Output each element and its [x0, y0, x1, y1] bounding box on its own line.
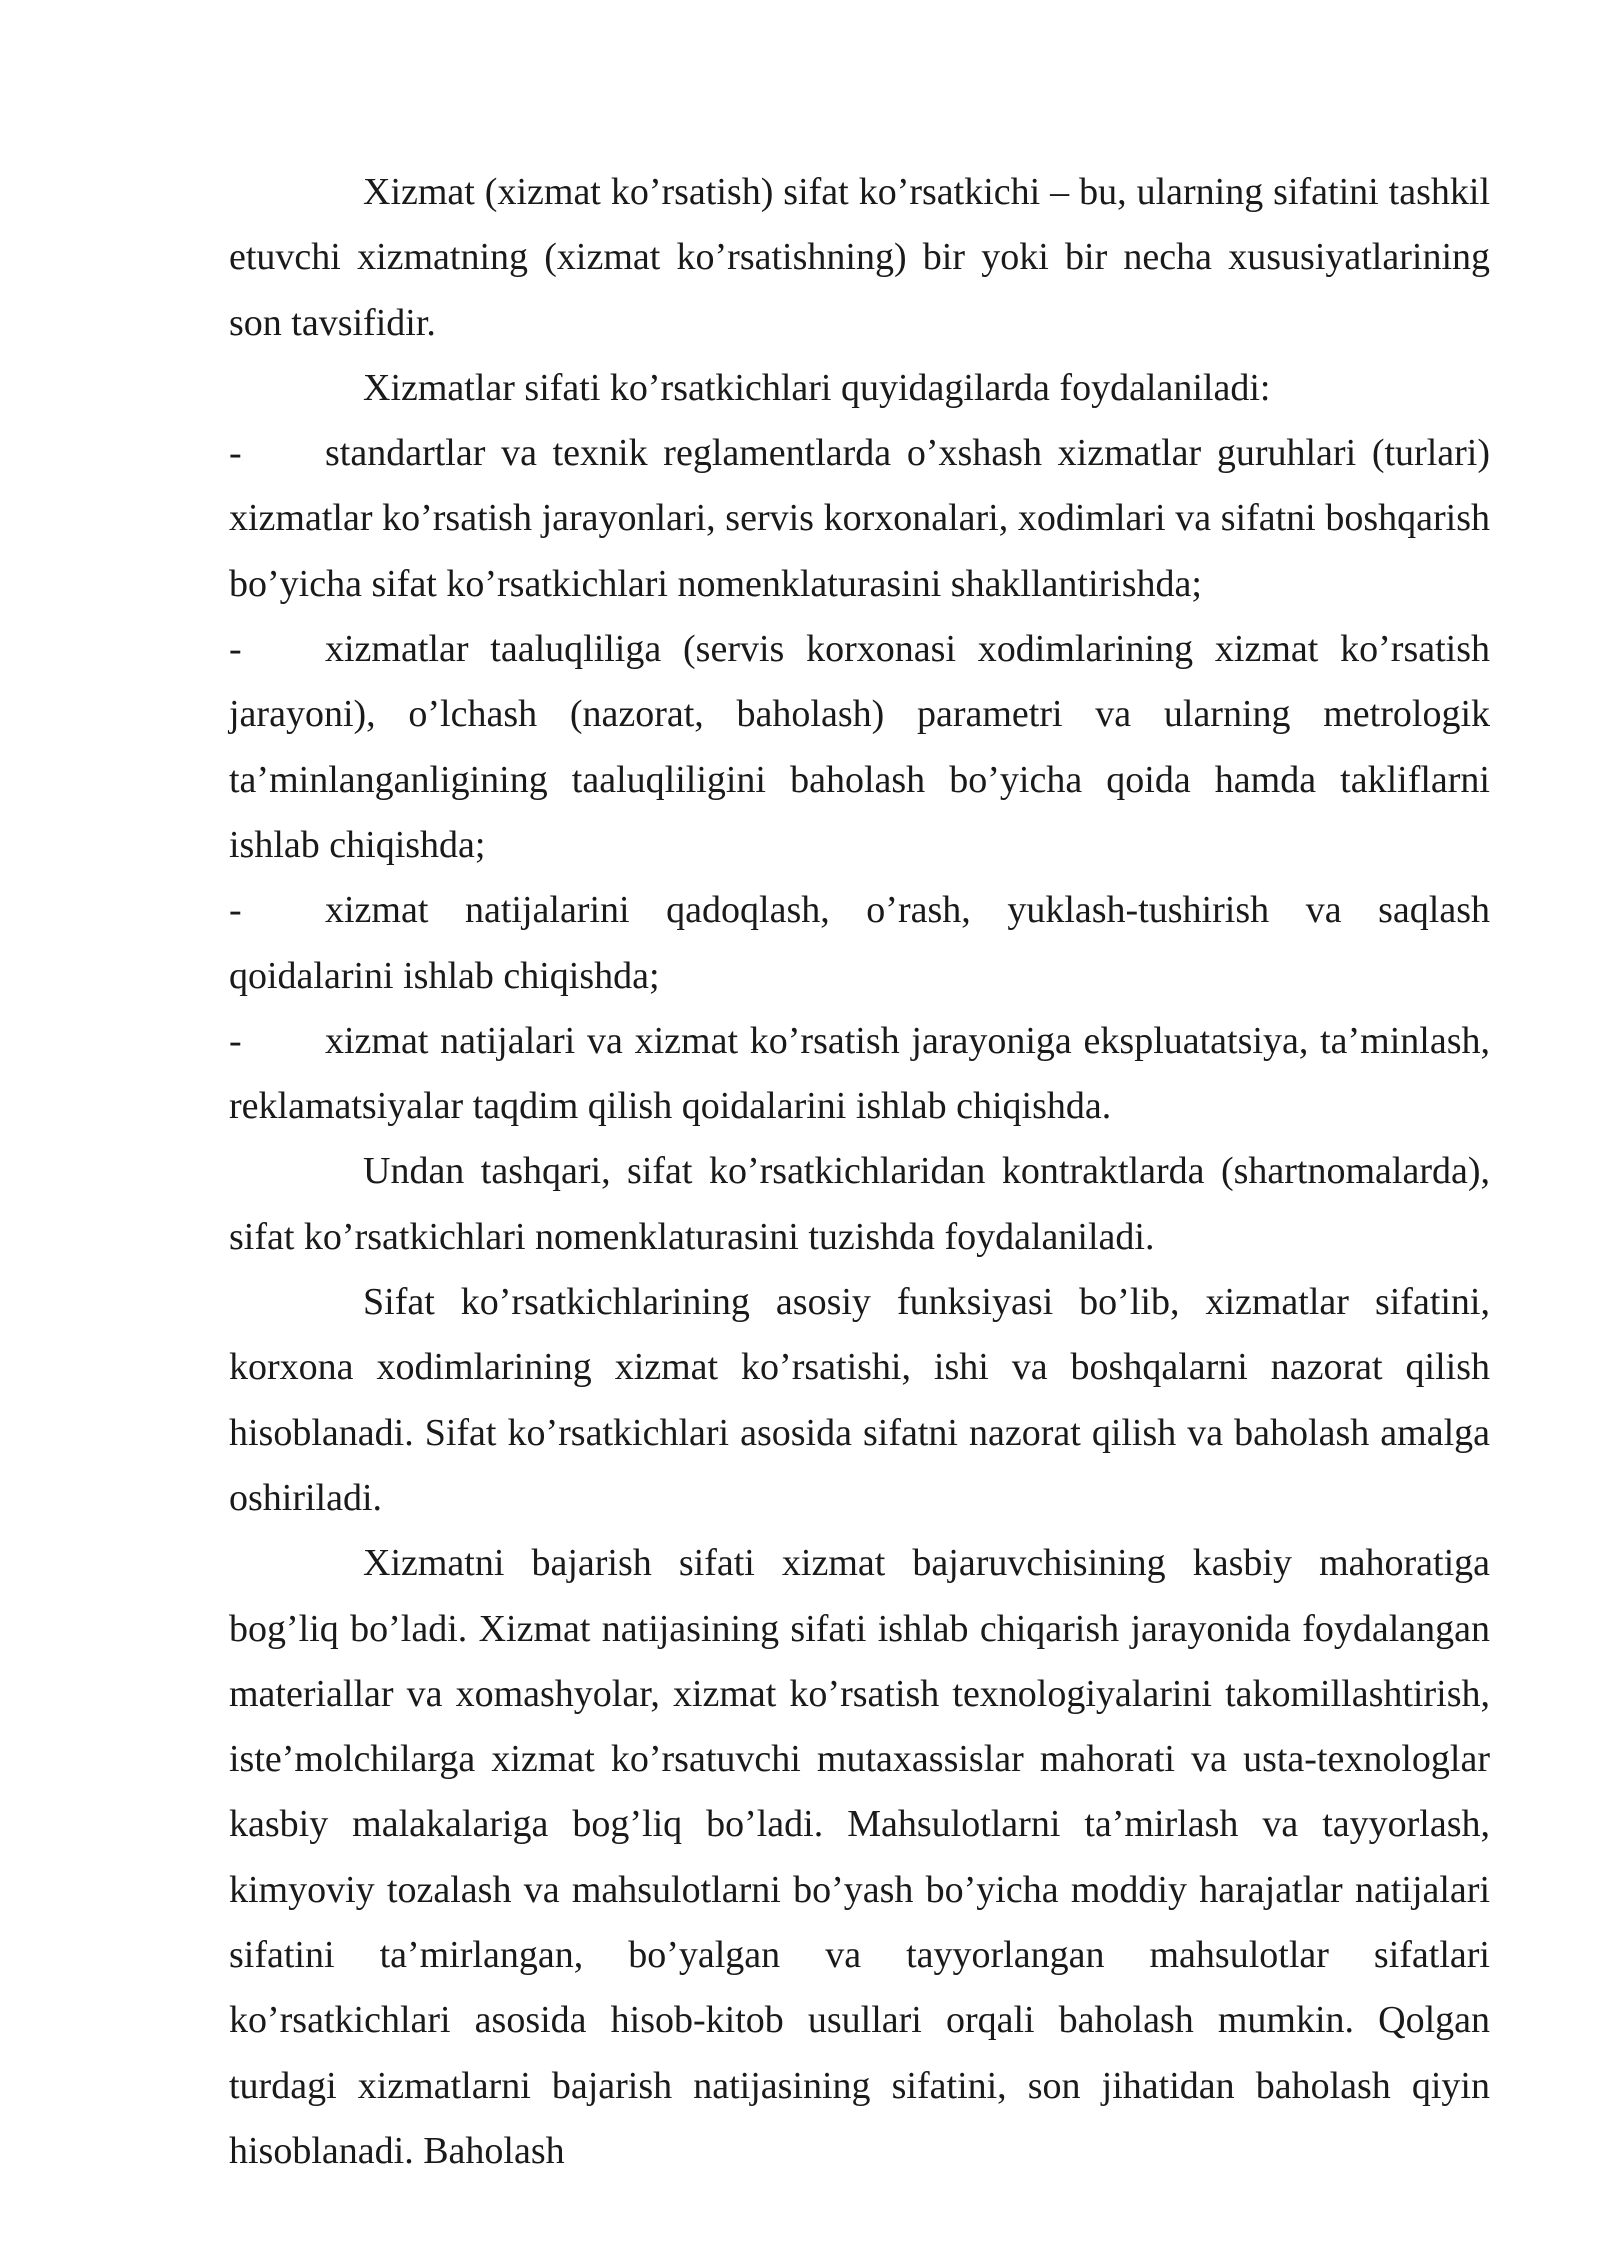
list-item	[229, 617, 1490, 878]
paragraph-definition: Xizmat (xizmat ko’rsatish) sifat ko’rsatkichi – bu, ularning sifatini tashkil etuvchi xizmatning (xizmat ko’rsatishning) bir yoki bir necha xususiyatlarining son tavsifidir.	[229, 171, 1490, 344]
paragraph-execution-quality: Xizmatni bajarish sifati xizmat bajaruvchisining kasbiy mahoratiga bog’liq bo’ladi. Xizmat natijasining sifati ishlab chiqarish jarayonida foydalangan materiallar va xomashyolar, xizmat ko’rsatish texnologiyalarini takomillashtirish, iste’molchilarga xizmat ko’rsatuvchi mutaxassislar mahorati va usta-texnologlar kasbiy malakalariga bog’liq bo’ladi. Mahsulotlarni ta’mirlash va tayyorlash, kimyoviy tozalash va mahsulotlarni bo’yash bo’yicha moddiy harajatlar natijalari sifatini ta’mirlangan, bo’yalgan va tayyorlangan mahsulotlar sifatlari ko’rsatkichlari asosida hisob-kitob usullari orqali baholash mumkin. Qolgan turdagi xizmatlarni bajarish natijasining sifatini, son jihatidan baholash qiyin hisoblanadi. Baholash	[229, 1542, 1490, 2172]
list-item	[229, 1009, 1490, 1140]
paragraph-main-function: Sifat ko’rsatkichlarining asosiy funksiyasi bo’lib, xizmatlar sifatini, korxona xodimlarining xizmat ko’rsatishi, ishi va boshqalarni nazorat qilish hisoblanadi. Sifat ko’rsatkichlari asosida sifatni nazorat qilish va baholash amalga oshiriladi.	[229, 1281, 1490, 1519]
document-page	[229, 160, 1490, 2184]
paragraph-contracts: Undan tashqari, sifat ko’rsatkichlaridan kontraktlarda (shartnomalarda), sifat ko’rsatkichlari nomenklaturasini tuzishda foydalaniladi.	[229, 1150, 1490, 1258]
bullet-dash: -	[229, 432, 242, 475]
list-item-text: xizmat natijalari va xizmat ko’rsatish jarayoniga ekspluatatsiya, ta’minlash, reklamatsiyalar taqdim qilish qoidalarini ishlab chiqishda.	[229, 1019, 1490, 1128]
bullet-dash: -	[229, 889, 242, 932]
paragraph-usage-intro: Xizmatlar sifati ko’rsatkichlari quyidagilarda foydalaniladi:	[363, 366, 1271, 409]
list-item	[229, 421, 1490, 617]
list-item	[229, 878, 1490, 1009]
list-item-text: xizmat natijalarini qadoqlash, o’rash, yuklash-tushirish va saqlash qoidalarini ishlab chiqishda;	[229, 889, 1490, 997]
bullet-dash: -	[229, 1019, 242, 1062]
list-item-text: standartlar va texnik reglamentlarda o’xshash xizmatlar guruhlari (turlari) xizmatlar ko’rsatish jarayonlari, servis korxonalari, xodimlari va sifatni boshqarish bo’yicha sifat ko’rsatkichlari nomenklaturasini shakllantirishda;	[229, 432, 1490, 605]
bullet-dash: -	[229, 628, 242, 671]
list-item-text: xizmatlar taaluqliliga (servis korxonasi xodimlarining xizmat ko’rsatish jarayoni), o’lchash (nazorat, baholash) parametri va ularning metrologik ta’minlanganligining taaluqliligini baholash bo’yicha qoida hamda takliflarni ishlab chiqishda;	[229, 628, 1490, 866]
